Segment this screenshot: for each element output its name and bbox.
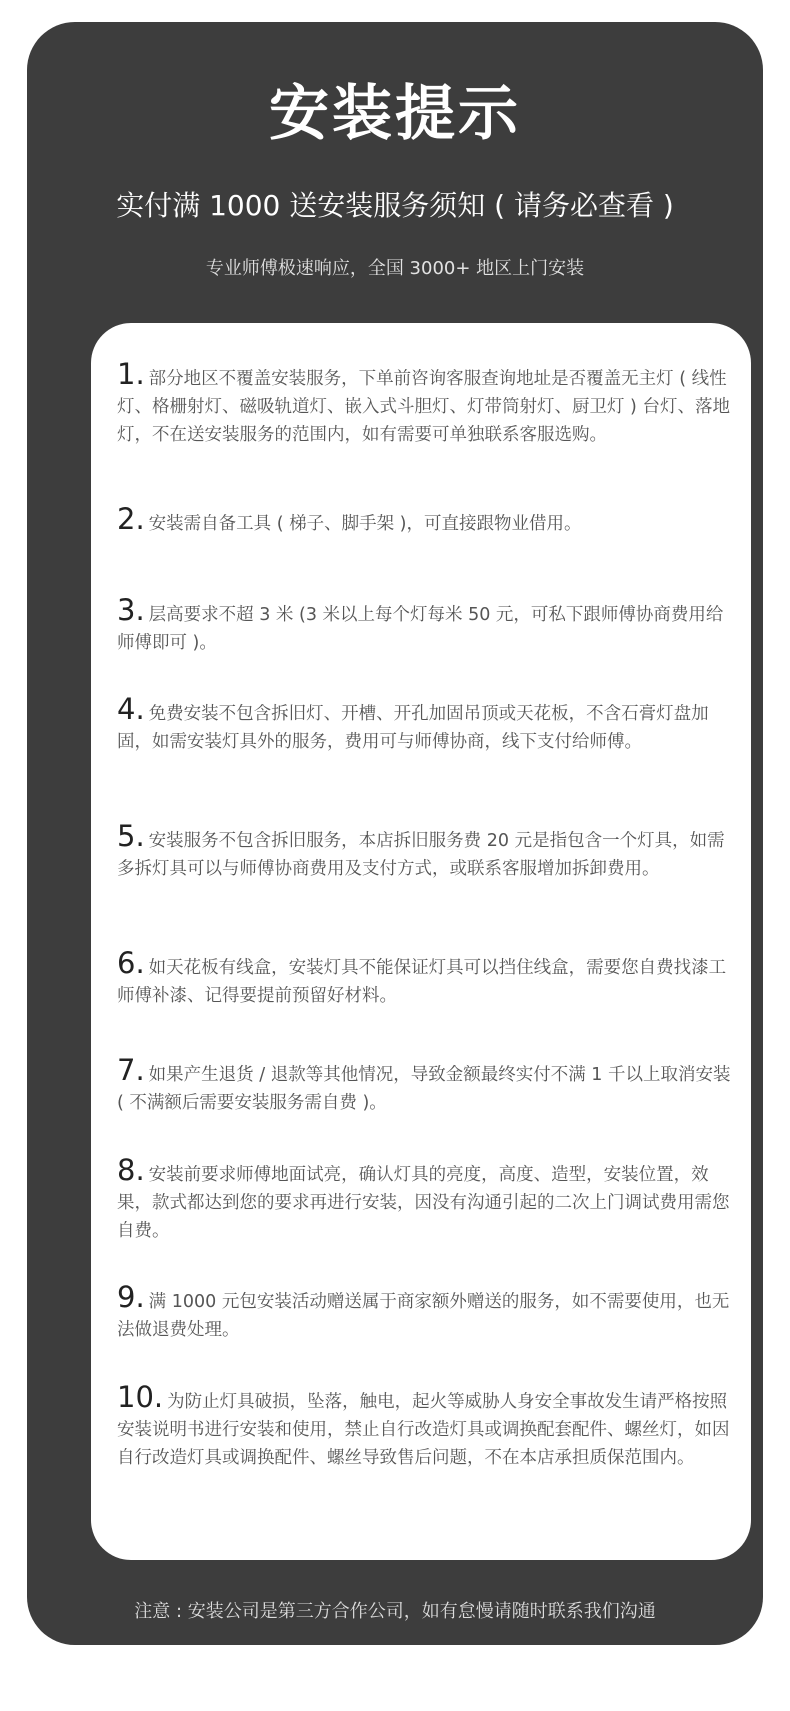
notice-number: 3. (117, 593, 145, 627)
notice-item (117, 1053, 739, 1117)
service-tagline: 专业师傅极速响应，全国 3000+ 地区上门安装 (205, 258, 585, 279)
notice-number: 1. (117, 357, 145, 391)
footer-note: 注意 : 安装公司是第三方合作公司，如有怠慢请随时联系我们沟通 (134, 1601, 656, 1622)
notice-text: 安装服务不包含拆旧服务，本店拆旧服务费 20 元是指包含一个灯具，如需多拆灯具可以与师傅协商费用及支付方式，或联系客服增加拆卸费用。 (117, 831, 725, 879)
notice-text: 层高要求不超 3 米 (3 米以上每个灯每米 50 元，可私下跟师傅协商费用给师傅即可 )。 (117, 605, 724, 653)
notice-text: 部分地区不覆盖安装服务，下单前咨询客服查询地址是否覆盖无主灯 ( 线性灯、格栅射灯、磁吸轨道灯、嵌入式斗胆灯、灯带筒射灯、厨卫灯 ) 台灯、落地灯，不在送安装服务的范围内，如有需要可单独联系客服选购。 (117, 369, 730, 445)
notice-number: 7. (117, 1053, 145, 1087)
notice-card (91, 323, 751, 1560)
notice-item (117, 692, 739, 756)
notice-text: 如天花板有线盒，安装灯具不能保证灯具可以挡住线盒，需要您自费找漆工师傅补漆、记得要提前预留好材料。 (117, 958, 727, 1006)
notice-text: 满 1000 元包安装活动赠送属于商家额外赠送的服务，如不需要使用，也无法做退费处理。 (117, 1292, 730, 1340)
notice-number: 10. (117, 1380, 164, 1414)
notice-text: 为防止灯具破损，坠落，触电，起火等威胁人身安全事故发生请严格按照安装说明书进行安装和使用，禁止自行改造灯具或调换配套配件、螺丝灯，如因自行改造灯具或调换配件、螺丝导致售后问题，不在本店承担质保范围内。 (117, 1392, 730, 1468)
notice-number: 5. (117, 819, 145, 853)
notice-item (117, 946, 739, 1010)
notice-number: 9. (117, 1280, 145, 1314)
notice-text: 安装需自备工具 ( 梯子、脚手架 )，可直接跟物业借用。 (148, 514, 582, 534)
notice-panel (27, 22, 763, 1645)
notice-text: 免费安装不包含拆旧灯、开槽、开孔加固吊顶或天花板，不含石膏灯盘加固，如需安装灯具外的服务，费用可与师傅协商，线下支付给师傅。 (117, 704, 709, 752)
notice-item (117, 1280, 739, 1344)
page-title: 安装提示 (269, 79, 521, 149)
notice-text: 如果产生退货 / 退款等其他情况，导致金额最终实付不满 1 千以上取消安装 ( 不满额后需要安装服务需自费 )。 (117, 1065, 731, 1113)
notice-number: 8. (117, 1153, 145, 1187)
notice-item (117, 1153, 739, 1245)
page-subtitle: 实付满 1000 送安装服务须知 ( 请务必查看 ) (116, 189, 674, 222)
notice-item (117, 502, 739, 538)
notice-number: 4. (117, 692, 145, 726)
notice-item (117, 357, 739, 449)
notice-item (117, 1380, 739, 1472)
notice-item (117, 593, 739, 657)
notice-number: 6. (117, 946, 145, 980)
notice-text: 安装前要求师傅地面试亮，确认灯具的亮度，高度、造型，安装位置，效果，款式都达到您的要求再进行安装，因没有沟通引起的二次上门调试费用需您自费。 (117, 1165, 730, 1241)
notice-item (117, 819, 739, 883)
notice-number: 2. (117, 502, 145, 536)
